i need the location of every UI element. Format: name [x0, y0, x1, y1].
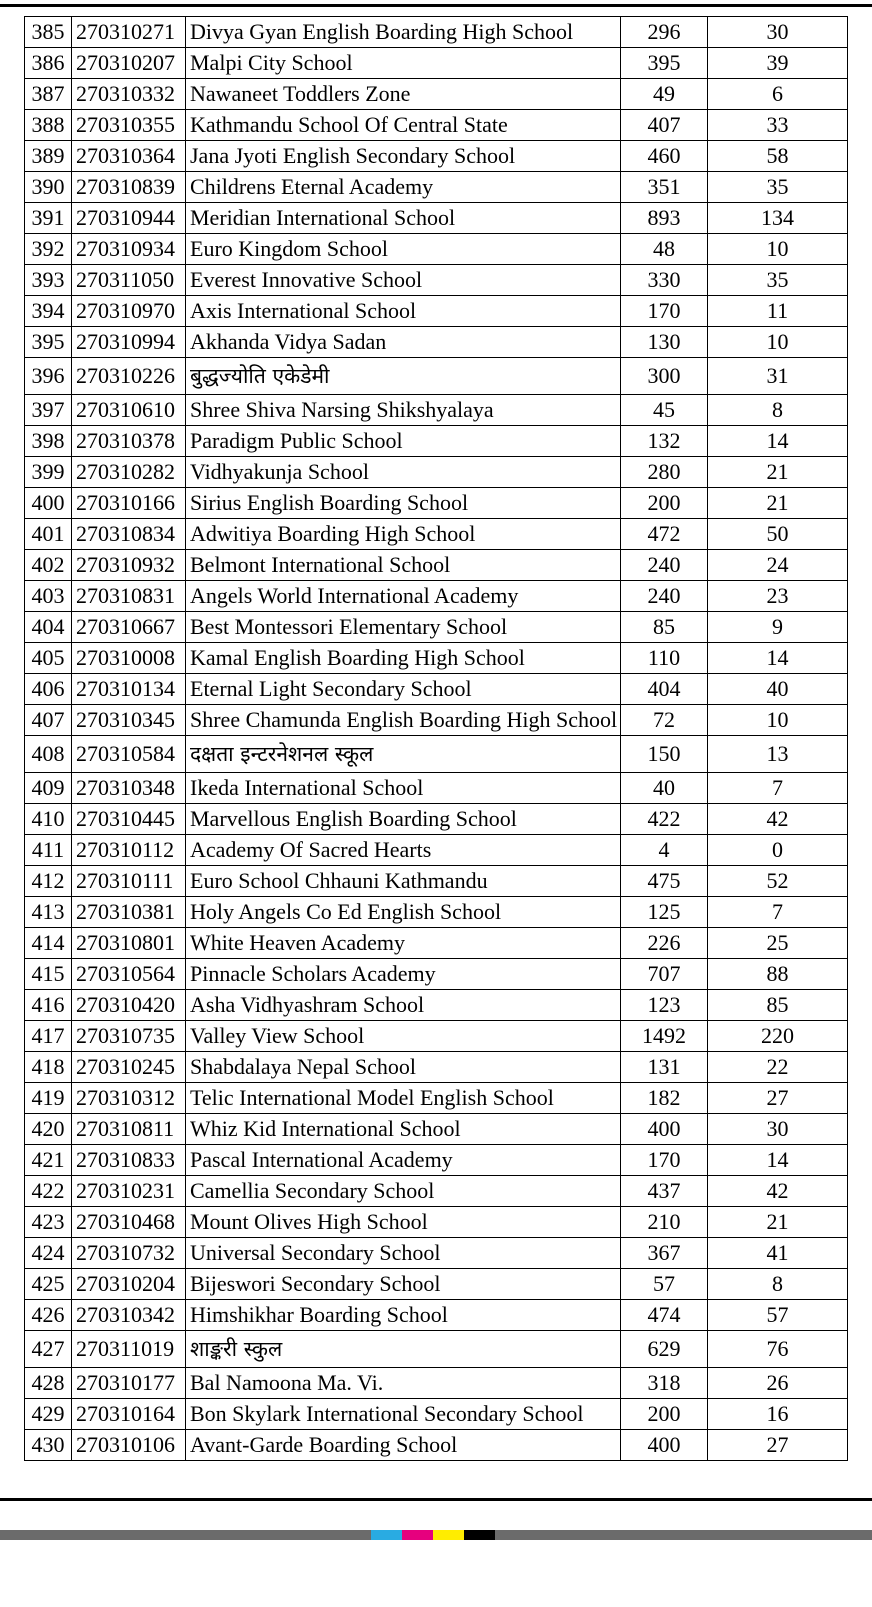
table-row — [25, 1300, 848, 1331]
school-name-cell: Eternal Light Secondary School — [186, 674, 621, 705]
serial-number-cell: 386 — [25, 48, 72, 79]
table-row — [25, 426, 848, 457]
table-row — [25, 773, 848, 804]
table-row — [25, 1331, 848, 1368]
bottom-rule — [0, 1498, 872, 1501]
school-name-cell: Sirius English Boarding School — [186, 488, 621, 519]
table-row — [25, 1399, 848, 1430]
serial-number-cell: 424 — [25, 1238, 72, 1269]
serial-number-cell: 419 — [25, 1083, 72, 1114]
second-count-cell: 16 — [708, 1399, 848, 1430]
school-name-cell: Camellia Secondary School — [186, 1176, 621, 1207]
school-name-cell: Ikeda International School — [186, 773, 621, 804]
school-name-cell: Euro Kingdom School — [186, 234, 621, 265]
second-count-cell: 10 — [708, 705, 848, 736]
table-row — [25, 674, 848, 705]
school-name-cell: Paradigm Public School — [186, 426, 621, 457]
school-name-cell: Adwitiya Boarding High School — [186, 519, 621, 550]
count-cell: 85 — [621, 612, 708, 643]
second-count-cell: 42 — [708, 1176, 848, 1207]
second-count-cell: 35 — [708, 172, 848, 203]
table-row — [25, 1176, 848, 1207]
serial-number-cell: 429 — [25, 1399, 72, 1430]
second-count-cell: 11 — [708, 296, 848, 327]
school-code-cell: 270310381 — [72, 897, 186, 928]
count-cell: 318 — [621, 1368, 708, 1399]
count-cell: 226 — [621, 928, 708, 959]
count-cell: 367 — [621, 1238, 708, 1269]
count-cell: 407 — [621, 110, 708, 141]
second-count-cell: 10 — [708, 234, 848, 265]
table-row — [25, 1083, 848, 1114]
school-name-cell: Pascal International Academy — [186, 1145, 621, 1176]
table-row — [25, 79, 848, 110]
count-cell: 150 — [621, 736, 708, 773]
table-row — [25, 395, 848, 426]
serial-number-cell: 425 — [25, 1269, 72, 1300]
count-cell: 45 — [621, 395, 708, 426]
school-name-cell: Bijeswori Secondary School — [186, 1269, 621, 1300]
serial-number-cell: 417 — [25, 1021, 72, 1052]
count-cell: 170 — [621, 296, 708, 327]
serial-number-cell: 405 — [25, 643, 72, 674]
school-name-cell: Akhanda Vidya Sadan — [186, 327, 621, 358]
school-code-cell: 270310008 — [72, 643, 186, 674]
school-code-cell: 270310164 — [72, 1399, 186, 1430]
school-name-cell: Best Montessori Elementary School — [186, 612, 621, 643]
table-row — [25, 1269, 848, 1300]
serial-number-cell: 420 — [25, 1114, 72, 1145]
school-code-cell: 270310584 — [72, 736, 186, 773]
second-count-cell: 21 — [708, 488, 848, 519]
table-row — [25, 581, 848, 612]
school-name-cell: Valley View School — [186, 1021, 621, 1052]
school-name-cell: Shabdalaya Nepal School — [186, 1052, 621, 1083]
school-code-cell: 270310245 — [72, 1052, 186, 1083]
serial-number-cell: 401 — [25, 519, 72, 550]
school-name-cell: Holy Angels Co Ed English School — [186, 897, 621, 928]
school-name-cell: Telic International Model English School — [186, 1083, 621, 1114]
school-name-cell: Himshikhar Boarding School — [186, 1300, 621, 1331]
table-row — [25, 519, 848, 550]
school-code-cell: 270310177 — [72, 1368, 186, 1399]
school-name-cell: Bon Skylark International Secondary School — [186, 1399, 621, 1430]
second-count-cell: 30 — [708, 17, 848, 48]
school-code-cell: 270310445 — [72, 804, 186, 835]
second-count-cell: 14 — [708, 643, 848, 674]
school-code-cell: 270310207 — [72, 48, 186, 79]
second-count-cell: 7 — [708, 773, 848, 804]
school-code-cell: 270310468 — [72, 1207, 186, 1238]
table-row — [25, 643, 848, 674]
school-code-cell: 270310834 — [72, 519, 186, 550]
school-code-cell: 270310271 — [72, 17, 186, 48]
second-count-cell: 14 — [708, 1145, 848, 1176]
school-code-cell: 270310831 — [72, 581, 186, 612]
second-count-cell: 26 — [708, 1368, 848, 1399]
second-count-cell: 39 — [708, 48, 848, 79]
second-count-cell: 40 — [708, 674, 848, 705]
school-code-cell: 270310970 — [72, 296, 186, 327]
second-count-cell: 9 — [708, 612, 848, 643]
second-count-cell: 21 — [708, 1207, 848, 1238]
second-count-cell: 0 — [708, 835, 848, 866]
school-name-cell: Angels World International Academy — [186, 581, 621, 612]
school-name-cell: Marvellous English Boarding School — [186, 804, 621, 835]
school-name-cell: Malpi City School — [186, 48, 621, 79]
second-count-cell: 24 — [708, 550, 848, 581]
school-name-cell: बुद्धज्योति एकेडेमी — [186, 358, 621, 395]
school-code-cell: 270310345 — [72, 705, 186, 736]
count-cell: 40 — [621, 773, 708, 804]
table-row — [25, 1052, 848, 1083]
school-name-cell: Asha Vidhyashram School — [186, 990, 621, 1021]
second-count-cell: 13 — [708, 736, 848, 773]
school-name-cell: Everest Innovative School — [186, 265, 621, 296]
count-cell: 460 — [621, 141, 708, 172]
second-count-cell: 10 — [708, 327, 848, 358]
table-row — [25, 296, 848, 327]
school-name-cell: Mount Olives High School — [186, 1207, 621, 1238]
table-row — [25, 141, 848, 172]
serial-number-cell: 388 — [25, 110, 72, 141]
second-count-cell: 85 — [708, 990, 848, 1021]
serial-number-cell: 422 — [25, 1176, 72, 1207]
second-count-cell: 88 — [708, 959, 848, 990]
count-cell: 200 — [621, 1399, 708, 1430]
table-row — [25, 705, 848, 736]
school-table-body — [25, 17, 848, 1461]
school-name-cell: Avant-Garde Boarding School — [186, 1430, 621, 1461]
serial-number-cell: 387 — [25, 79, 72, 110]
school-code-cell: 270310166 — [72, 488, 186, 519]
swatch-yellow — [433, 1530, 464, 1540]
count-cell: 400 — [621, 1114, 708, 1145]
serial-number-cell: 407 — [25, 705, 72, 736]
school-name-cell: Whiz Kid International School — [186, 1114, 621, 1145]
school-code-cell: 270310231 — [72, 1176, 186, 1207]
serial-number-cell: 409 — [25, 773, 72, 804]
school-name-cell: Bal Namoona Ma. Vi. — [186, 1368, 621, 1399]
school-name-cell: Jana Jyoti English Secondary School — [186, 141, 621, 172]
school-name-cell: Meridian International School — [186, 203, 621, 234]
second-count-cell: 21 — [708, 457, 848, 488]
serial-number-cell: 391 — [25, 203, 72, 234]
school-name-cell: Divya Gyan English Boarding High School — [186, 17, 621, 48]
table-row — [25, 172, 848, 203]
school-code-cell: 270310811 — [72, 1114, 186, 1145]
table-row — [25, 457, 848, 488]
swatch-cyan — [371, 1530, 402, 1540]
table-row — [25, 1207, 848, 1238]
count-cell: 210 — [621, 1207, 708, 1238]
school-code-cell: 270310801 — [72, 928, 186, 959]
second-count-cell: 6 — [708, 79, 848, 110]
serial-number-cell: 406 — [25, 674, 72, 705]
school-name-cell: Shree Chamunda English Boarding High School — [186, 705, 621, 736]
table-row — [25, 17, 848, 48]
school-code-cell: 270310833 — [72, 1145, 186, 1176]
school-code-cell: 270310732 — [72, 1238, 186, 1269]
serial-number-cell: 421 — [25, 1145, 72, 1176]
school-code-cell: 270310348 — [72, 773, 186, 804]
table-row — [25, 234, 848, 265]
serial-number-cell: 426 — [25, 1300, 72, 1331]
second-count-cell: 58 — [708, 141, 848, 172]
serial-number-cell: 402 — [25, 550, 72, 581]
school-name-cell: Universal Secondary School — [186, 1238, 621, 1269]
second-count-cell: 134 — [708, 203, 848, 234]
school-code-cell: 270310932 — [72, 550, 186, 581]
serial-number-cell: 400 — [25, 488, 72, 519]
table-row — [25, 928, 848, 959]
table-row — [25, 488, 848, 519]
second-count-cell: 57 — [708, 1300, 848, 1331]
table-row — [25, 48, 848, 79]
school-code-cell: 270310106 — [72, 1430, 186, 1461]
table-row — [25, 959, 848, 990]
table-row — [25, 358, 848, 395]
table-row — [25, 265, 848, 296]
second-count-cell: 42 — [708, 804, 848, 835]
school-code-cell: 270310342 — [72, 1300, 186, 1331]
school-code-cell: 270310839 — [72, 172, 186, 203]
count-cell: 475 — [621, 866, 708, 897]
second-count-cell: 8 — [708, 1269, 848, 1300]
school-name-cell: Kamal English Boarding High School — [186, 643, 621, 674]
count-cell: 707 — [621, 959, 708, 990]
table-row — [25, 1021, 848, 1052]
count-cell: 123 — [621, 990, 708, 1021]
serial-number-cell: 427 — [25, 1331, 72, 1368]
serial-number-cell: 385 — [25, 17, 72, 48]
count-cell: 49 — [621, 79, 708, 110]
count-cell: 474 — [621, 1300, 708, 1331]
count-cell: 300 — [621, 358, 708, 395]
table-row — [25, 550, 848, 581]
swatch-magenta — [402, 1530, 433, 1540]
serial-number-cell: 415 — [25, 959, 72, 990]
table-row — [25, 897, 848, 928]
serial-number-cell: 428 — [25, 1368, 72, 1399]
school-name-cell: White Heaven Academy — [186, 928, 621, 959]
count-cell: 131 — [621, 1052, 708, 1083]
serial-number-cell: 392 — [25, 234, 72, 265]
count-cell: 629 — [621, 1331, 708, 1368]
second-count-cell: 22 — [708, 1052, 848, 1083]
count-cell: 893 — [621, 203, 708, 234]
school-name-cell: Nawaneet Toddlers Zone — [186, 79, 621, 110]
school-name-cell: Vidhyakunja School — [186, 457, 621, 488]
table-row — [25, 327, 848, 358]
table-row — [25, 612, 848, 643]
school-code-cell: 270310564 — [72, 959, 186, 990]
school-code-cell: 270310226 — [72, 358, 186, 395]
serial-number-cell: 416 — [25, 990, 72, 1021]
school-name-cell: Belmont International School — [186, 550, 621, 581]
table-row — [25, 1114, 848, 1145]
school-name-cell: Axis International School — [186, 296, 621, 327]
school-name-cell: शाङ्करी स्कुल — [186, 1331, 621, 1368]
school-table — [24, 16, 848, 1461]
count-cell: 472 — [621, 519, 708, 550]
table-row — [25, 1430, 848, 1461]
count-cell: 437 — [621, 1176, 708, 1207]
school-code-cell: 270310134 — [72, 674, 186, 705]
school-name-cell: Kathmandu School Of Central State — [186, 110, 621, 141]
second-count-cell: 52 — [708, 866, 848, 897]
second-count-cell: 220 — [708, 1021, 848, 1052]
table-row — [25, 736, 848, 773]
count-cell: 280 — [621, 457, 708, 488]
serial-number-cell: 410 — [25, 804, 72, 835]
serial-number-cell: 423 — [25, 1207, 72, 1238]
serial-number-cell: 403 — [25, 581, 72, 612]
school-code-cell: 270310282 — [72, 457, 186, 488]
school-code-cell: 270310355 — [72, 110, 186, 141]
school-name-cell: Pinnacle Scholars Academy — [186, 959, 621, 990]
second-count-cell: 41 — [708, 1238, 848, 1269]
school-name-cell: Euro School Chhauni Kathmandu — [186, 866, 621, 897]
table-row — [25, 110, 848, 141]
school-code-cell: 270310378 — [72, 426, 186, 457]
school-code-cell: 270310312 — [72, 1083, 186, 1114]
school-code-cell: 270311019 — [72, 1331, 186, 1368]
school-code-cell: 270310112 — [72, 835, 186, 866]
count-cell: 296 — [621, 17, 708, 48]
second-count-cell: 14 — [708, 426, 848, 457]
table-row — [25, 866, 848, 897]
swatch-black — [464, 1530, 495, 1540]
serial-number-cell: 394 — [25, 296, 72, 327]
serial-number-cell: 408 — [25, 736, 72, 773]
count-cell: 48 — [621, 234, 708, 265]
serial-number-cell: 390 — [25, 172, 72, 203]
second-count-cell: 33 — [708, 110, 848, 141]
school-code-cell: 270310364 — [72, 141, 186, 172]
school-name-cell: Shree Shiva Narsing Shikshyalaya — [186, 395, 621, 426]
serial-number-cell: 398 — [25, 426, 72, 457]
second-count-cell: 25 — [708, 928, 848, 959]
count-cell: 200 — [621, 488, 708, 519]
table-row — [25, 1145, 848, 1176]
school-code-cell: 270310735 — [72, 1021, 186, 1052]
serial-number-cell: 389 — [25, 141, 72, 172]
count-cell: 170 — [621, 1145, 708, 1176]
school-code-cell: 270311050 — [72, 265, 186, 296]
serial-number-cell: 397 — [25, 395, 72, 426]
serial-number-cell: 414 — [25, 928, 72, 959]
school-code-cell: 270310204 — [72, 1269, 186, 1300]
table-row — [25, 835, 848, 866]
school-code-cell: 270310332 — [72, 79, 186, 110]
school-code-cell: 270310610 — [72, 395, 186, 426]
count-cell: 422 — [621, 804, 708, 835]
school-code-cell: 270310420 — [72, 990, 186, 1021]
school-name-cell: Childrens Eternal Academy — [186, 172, 621, 203]
count-cell: 110 — [621, 643, 708, 674]
count-cell: 400 — [621, 1430, 708, 1461]
serial-number-cell: 413 — [25, 897, 72, 928]
serial-number-cell: 404 — [25, 612, 72, 643]
count-cell: 330 — [621, 265, 708, 296]
second-count-cell: 35 — [708, 265, 848, 296]
school-code-cell: 270310111 — [72, 866, 186, 897]
second-count-cell: 8 — [708, 395, 848, 426]
serial-number-cell: 430 — [25, 1430, 72, 1461]
count-cell: 57 — [621, 1269, 708, 1300]
second-count-cell: 31 — [708, 358, 848, 395]
count-cell: 182 — [621, 1083, 708, 1114]
second-count-cell: 27 — [708, 1430, 848, 1461]
table-row — [25, 990, 848, 1021]
table-row — [25, 804, 848, 835]
count-cell: 132 — [621, 426, 708, 457]
school-code-cell: 270310934 — [72, 234, 186, 265]
second-count-cell: 30 — [708, 1114, 848, 1145]
count-cell: 395 — [621, 48, 708, 79]
school-code-cell: 270310667 — [72, 612, 186, 643]
serial-number-cell: 395 — [25, 327, 72, 358]
count-cell: 4 — [621, 835, 708, 866]
count-cell: 240 — [621, 550, 708, 581]
school-name-cell: Academy Of Sacred Hearts — [186, 835, 621, 866]
count-cell: 130 — [621, 327, 708, 358]
second-count-cell: 27 — [708, 1083, 848, 1114]
count-cell: 1492 — [621, 1021, 708, 1052]
school-code-cell: 270310994 — [72, 327, 186, 358]
table-row — [25, 1368, 848, 1399]
serial-number-cell: 412 — [25, 866, 72, 897]
second-count-cell: 23 — [708, 581, 848, 612]
serial-number-cell: 411 — [25, 835, 72, 866]
second-count-cell: 7 — [708, 897, 848, 928]
top-rule — [0, 4, 872, 7]
count-cell: 351 — [621, 172, 708, 203]
count-cell: 404 — [621, 674, 708, 705]
second-count-cell: 76 — [708, 1331, 848, 1368]
school-code-cell: 270310944 — [72, 203, 186, 234]
serial-number-cell: 399 — [25, 457, 72, 488]
serial-number-cell: 393 — [25, 265, 72, 296]
count-cell: 125 — [621, 897, 708, 928]
table-row — [25, 1238, 848, 1269]
second-count-cell: 50 — [708, 519, 848, 550]
school-name-cell: दक्षता इन्टरनेशनल स्कूल — [186, 736, 621, 773]
count-cell: 72 — [621, 705, 708, 736]
serial-number-cell: 418 — [25, 1052, 72, 1083]
serial-number-cell: 396 — [25, 358, 72, 395]
table-row — [25, 203, 848, 234]
count-cell: 240 — [621, 581, 708, 612]
print-color-bar — [0, 1530, 872, 1540]
